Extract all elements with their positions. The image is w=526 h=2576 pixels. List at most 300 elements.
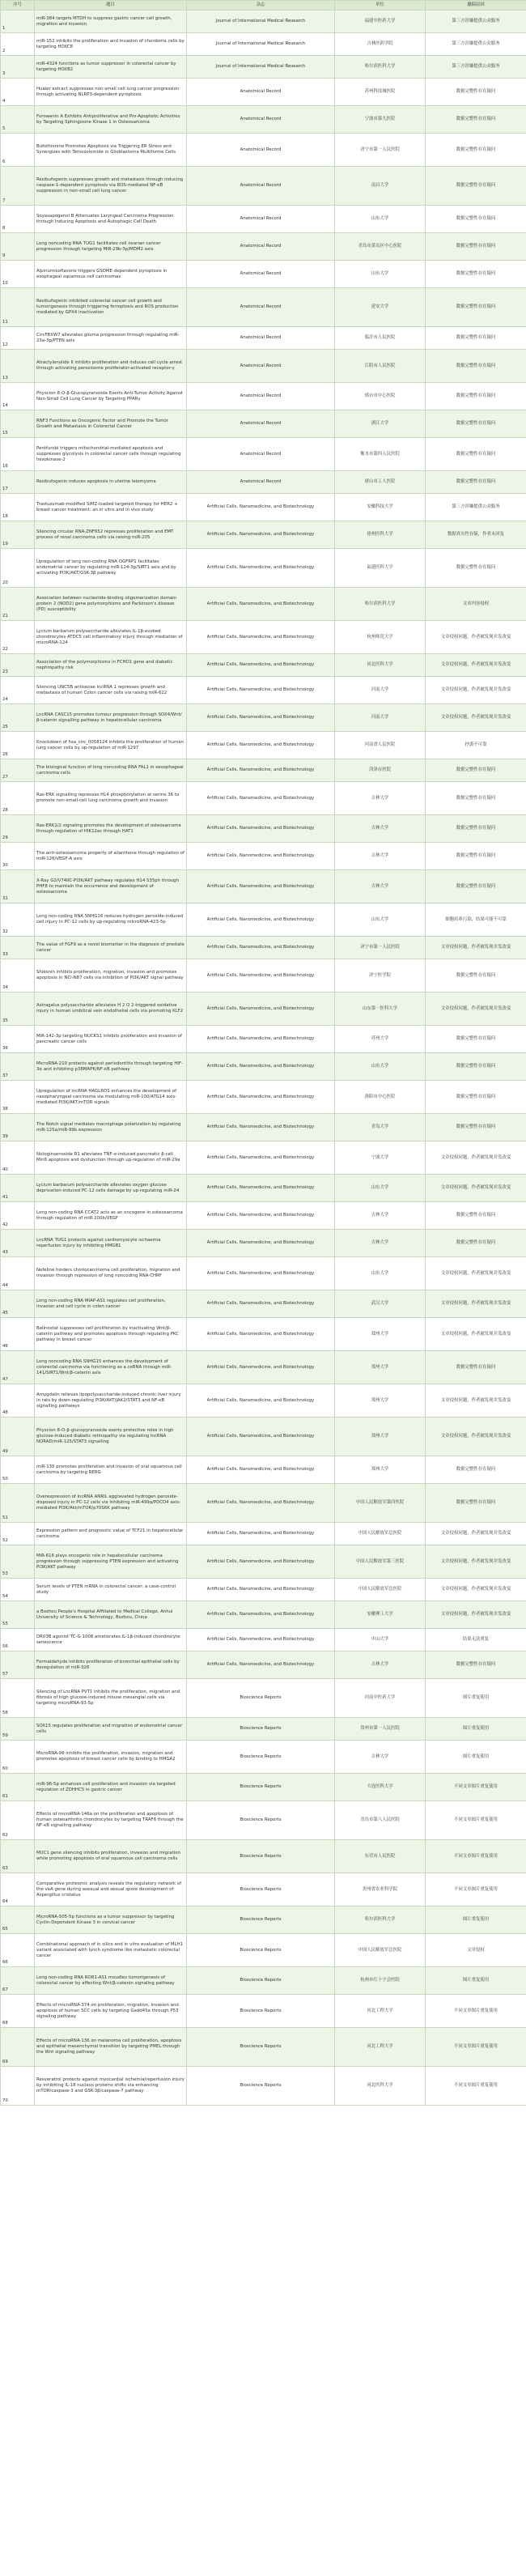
table-row: [1, 1141, 526, 1175]
row-title: MUC1 gene silencing inhibits proliferation, invasion and migration while promoting apoptosis of oral squamous cell carcinoma cells: [35, 1840, 187, 1873]
table-row: [1, 350, 526, 383]
row-title: DR03B agonist TC-G 1008 ameliorates IL-1β-induced chondrocyte senescence: [35, 1629, 187, 1651]
row-title: Effects of microRNA-146a on the proliferation and apoptosis of human osteoarthritis chondrocytes by targeting TRAF6 through the NF-κB signalling pathway: [35, 1801, 187, 1840]
row-institution: 中国人民解放军总医院: [335, 1934, 426, 1967]
row-journal: Artificial Cells, Nanomedicine, and Biotechnology: [187, 1257, 335, 1290]
row-title: Notoginsenoside R1 alleviates TNF-α-induced pancreatic β-cell Min6 apoptosis and dysfunction through up-regulation of miR-29a: [35, 1141, 187, 1175]
row-index: 36: [1, 1026, 35, 1053]
row-reason: 不同文章图片重复使用: [426, 2067, 526, 2106]
row-institution: 洛阳市中心医院: [335, 1081, 426, 1114]
table-row: [1, 1257, 526, 1290]
row-index: 32: [1, 903, 35, 937]
row-title: Soyasapogenol B Attenuates Laryngeal Carcinoma Progression through Inducing Apoptosis and Autophagic Cell Death: [35, 206, 187, 233]
row-reason: 数据完整性存在疑问: [426, 843, 526, 870]
row-title: The Notch signal mediates macrophage polarization by regulating miR-125a/miR-99b expression: [35, 1114, 187, 1141]
row-institution: 延安大学: [335, 288, 426, 327]
row-title: MiR-142-3p targeting NUCKS1 inhibits proliferation and invasion of pancreatic cancer cells: [35, 1026, 187, 1053]
row-title: miR-152 inhibits the proliferation and invasion of chordoma cells by targeting HOXC8: [35, 33, 187, 56]
row-index: 10: [1, 261, 35, 288]
row-title: Association between nucleotide-binding oligomerization domain protein 2 (NOD2) gene polymorphisms and Parkinson's disease (PD) susceptibility: [35, 588, 187, 621]
table-row: [1, 410, 526, 438]
row-title: Long noncoding RNA TUG1 facilitates cell ovarian cancer progression through targeting MiR-29b-3p/MDM2 axis: [35, 233, 187, 261]
row-index: 61: [1, 1774, 35, 1801]
row-reason: 第三方涉嫌提供公众服务: [426, 33, 526, 56]
row-journal: Artificial Cells, Nanomedicine, and Biotechnology: [187, 1290, 335, 1318]
table-row: [1, 33, 526, 56]
table-row: [1, 549, 526, 588]
row-institution: 苏州科技城医院: [335, 79, 426, 106]
row-journal: Artificial Cells, Nanomedicine, and Biotechnology: [187, 1230, 335, 1257]
row-title: Atractylenolide II inhibits proliferation and induces cell cycle arrest through activating peroxisome proliferator-activated receptor-γ: [35, 350, 187, 383]
row-title: Long non-coding RNA MIAP-AS1 regulates cell proliferation, invasion and cell cycle in colon cancer: [35, 1290, 187, 1318]
row-index: 55: [1, 1601, 35, 1629]
table-header-row: [1, 1, 526, 11]
row-title: Lycium barbarum polysaccharide alleviates oxygen glucose deprivation-induced PC-12 cells damage by up-regulating miR-24: [35, 1175, 187, 1202]
row-institution: 唐山市工人医院: [335, 471, 426, 494]
table-row: [1, 106, 526, 134]
row-reason: 文章侵权问题，作者被发现并发改变: [426, 1141, 526, 1175]
row-journal: Artificial Cells, Nanomedicine, and Biotechnology: [187, 549, 335, 588]
table-row: [1, 1484, 526, 1523]
row-reason: 数据完整性存在疑问: [426, 1202, 526, 1230]
row-reason: 文章内容侵权: [426, 588, 526, 621]
row-index: 20: [1, 549, 35, 588]
table-row: [1, 1579, 526, 1601]
row-index: 1: [1, 11, 35, 33]
row-institution: 大连医科大学: [335, 1774, 426, 1801]
row-journal: Artificial Cells, Nanomedicine, and Biotechnology: [187, 704, 335, 732]
row-journal: Bioscience Reports: [187, 1741, 335, 1774]
row-journal: Artificial Cells, Nanomedicine, and Biotechnology: [187, 1579, 335, 1601]
row-reason: 图片重复使用: [426, 1906, 526, 1934]
row-journal: Artificial Cells, Nanomedicine, and Biotechnology: [187, 937, 335, 959]
row-index: 45: [1, 1290, 35, 1318]
table-row: [1, 1202, 526, 1230]
row-title: MicroRNA-98 inhibits the proliferation, invasion, migration and promotes apoptosis of breast cancer cells by binding to HMGA2: [35, 1741, 187, 1774]
row-title: miR-96-5p enhances cell proliferation and invasion via targeted regulation of ZDHHC5 in gastric cancer: [35, 1774, 187, 1801]
row-index: 60: [1, 1741, 35, 1774]
row-reason: 第三方涉嫌提供公众服务: [426, 56, 526, 79]
row-reason: 不同文章图片重复使用: [426, 1840, 526, 1873]
row-title: Alpinumisoflavone triggers GSDME-dependent pyroptosis in esophageal squamous cell carcinomas: [35, 261, 187, 288]
row-journal: Artificial Cells, Nanomedicine, and Biotechnology: [187, 1202, 335, 1230]
row-reason: 数据完整性存在疑问: [426, 350, 526, 383]
row-index: 30: [1, 843, 35, 870]
row-reason: 数据完整性存在疑问: [426, 206, 526, 233]
row-index: 21: [1, 588, 35, 621]
row-title: Shikonin inhibits proliferation, migration, invasion and promotes apoptosis in NCI-N87 cells via inhibition of PI3K/AKT signal pathway: [35, 959, 187, 993]
row-reason: 文章侵权问题，作者被发现并发改变: [426, 654, 526, 677]
row-institution: 中国人民解放军第四医院: [335, 1484, 426, 1523]
row-index: 57: [1, 1651, 35, 1679]
row-institution: 贵州省农业科学院: [335, 1873, 426, 1906]
table-row: [1, 2028, 526, 2067]
row-reason: 数据完整性存在疑问: [426, 1230, 526, 1257]
row-institution: 吉林大学: [335, 843, 426, 870]
row-reason: 文章侵权问题，作者被发现并发改变: [426, 1290, 526, 1318]
row-reason: 文章侵权问题，作者被发现并发改变: [426, 1418, 526, 1456]
row-institution: 青岛大学: [335, 1114, 426, 1141]
row-institution: 福建医科大学: [335, 549, 426, 588]
row-index: 62: [1, 1801, 35, 1840]
table-row: [1, 167, 526, 206]
row-journal: Bioscience Reports: [187, 1679, 335, 1718]
row-institution: 临沂市人民医院: [335, 327, 426, 350]
row-title: Astragalus polysaccharide alleviates H 2 O 2-triggered oxidative injury in human umbilical vein endothelial cells via promoting KLF2: [35, 993, 187, 1026]
row-institution: 中国人民解放军第三医院: [335, 1545, 426, 1579]
row-journal: Artificial Cells, Nanomedicine, and Biotechnology: [187, 1175, 335, 1202]
row-reason: 数据完整性存在疑问: [426, 410, 526, 438]
row-institution: 邢台市中心医院: [335, 383, 426, 410]
table-row: [1, 1230, 526, 1257]
table-row: [1, 654, 526, 677]
row-index: 68: [1, 1995, 35, 2028]
row-reason: 文章侵权问题，作者被发现并发改变: [426, 993, 526, 1026]
row-index: 23: [1, 654, 35, 677]
row-title: MicroRNA-210 protects against periodontitis through targeting HIF-3α and inhibiting p38MAPK/NF-κB pathway: [35, 1053, 187, 1081]
header-journal: 杂志: [187, 1, 335, 11]
table-row: [1, 1290, 526, 1318]
row-journal: Artificial Cells, Nanomedicine, and Biotechnology: [187, 1318, 335, 1351]
row-journal: Artificial Cells, Nanomedicine, and Biotechnology: [187, 588, 335, 621]
row-index: 14: [1, 383, 35, 410]
row-journal: Artificial Cells, Nanomedicine, and Biotechnology: [187, 1026, 335, 1053]
row-title: Expression pattern and prognostic value of TCF21 in hepatocellular carcinoma: [35, 1523, 187, 1545]
row-title: Knockdown of hsa_circ_0058124 inhibits the proliferation of human lung cancer cells by up-regulation of miR-1297: [35, 732, 187, 759]
row-journal: Artificial Cells, Nanomedicine, and Biotechnology: [187, 494, 335, 521]
row-journal: Artificial Cells, Nanomedicine, and Biotechnology: [187, 1601, 335, 1629]
row-title: Long non-coding RNA ROR1-AS1 moudles tumorigenesis of colorectal cancer by affecting Wnt/β-catenin signaling pathway: [35, 1967, 187, 1995]
row-journal: Artificial Cells, Nanomedicine, and Biotechnology: [187, 1053, 335, 1081]
header-title: 题目: [35, 1, 187, 11]
row-reason: 数据完整性存在疑问: [426, 815, 526, 843]
row-reason: 数据完整性存在疑问: [426, 1026, 526, 1053]
row-institution: 郑州大学: [335, 1351, 426, 1384]
row-journal: Artificial Cells, Nanomedicine, and Biotechnology: [187, 1081, 335, 1114]
row-journal: Journal of International Medical Research: [187, 56, 335, 79]
table-row: [1, 1545, 526, 1579]
table-row: [1, 1967, 526, 1995]
row-title: Ras-ERK1/2 signaling promotes the development of osteosarcoma through regulation of HIK12ac through HAT1: [35, 815, 187, 843]
row-index: 56: [1, 1629, 35, 1651]
row-journal: Artificial Cells, Nanomedicine, and Biotechnology: [187, 654, 335, 677]
row-institution: 安徽理工大学: [335, 1601, 426, 1629]
row-index: 7: [1, 167, 35, 206]
table-row: [1, 815, 526, 843]
row-title: CircFBXW7 alleviates glioma progression through regulating miR-23a-3p/PTEN axis: [35, 327, 187, 350]
row-journal: Artificial Cells, Nanomedicine, and Biotechnology: [187, 815, 335, 843]
row-reason: 数据完整性存在疑问: [426, 471, 526, 494]
header-retraction-reason: 撤稿原因: [426, 1, 526, 11]
row-journal: Anatomical Record: [187, 261, 335, 288]
row-title: Long noncoding RNA SNHG15 enhances the development of colorectal carcinoma via functioning as a ceRNA through miR-141/SIRT1/Wnt/β-catenin axis: [35, 1351, 187, 1384]
row-institution: 南昌大学: [335, 167, 426, 206]
row-index: 22: [1, 621, 35, 654]
row-index: 19: [1, 521, 35, 549]
row-reason: 数据完整性存在疑问: [426, 549, 526, 588]
row-institution: 山东大学: [335, 261, 426, 288]
row-index: 24: [1, 677, 35, 704]
row-journal: Artificial Cells, Nanomedicine, and Biotechnology: [187, 1418, 335, 1456]
row-journal: Anatomical Record: [187, 79, 335, 106]
row-reason: 数据完整性存在疑问: [426, 1351, 526, 1384]
row-institution: 山东大学: [335, 1175, 426, 1202]
table-row: [1, 1053, 526, 1081]
row-reason: 数据完整性存在疑问: [426, 261, 526, 288]
row-title: Long non-coding RNA SNHG16 reduces hydrogen peroxide-induced cell injury in PC-12 cells by up-regulating microRNA-423-5p: [35, 903, 187, 937]
table-row: [1, 937, 526, 959]
row-index: 52: [1, 1523, 35, 1545]
row-journal: Anatomical Record: [187, 106, 335, 134]
row-journal: Artificial Cells, Nanomedicine, and Biotechnology: [187, 1114, 335, 1141]
row-index: 42: [1, 1202, 35, 1230]
row-title: The biological function of long noncoding RNA FAL1 in oesophageal carcinoma cells: [35, 759, 187, 782]
row-index: 15: [1, 410, 35, 438]
row-journal: Bioscience Reports: [187, 1906, 335, 1934]
table-row: [1, 732, 526, 759]
row-title: LncRNA CASC15 promotes tumour progression through SOX4/Wnt/β-catenin signalling pathway in hepatocellular carcinoma: [35, 704, 187, 732]
row-institution: 郑州大学: [335, 1318, 426, 1351]
row-institution: 东营市人民医院: [335, 1840, 426, 1873]
row-institution: 福建中医药大学: [335, 11, 426, 33]
row-reason: 数据完整性存在疑问: [426, 288, 526, 327]
row-reason: 不同文章图片重复使用: [426, 1774, 526, 1801]
row-journal: Bioscience Reports: [187, 1934, 335, 1967]
row-title: Silencing UNC5B antisense lncRNA 1 represses growth and metastasis of human Colon cancer cells via raising miR-622: [35, 677, 187, 704]
row-journal: Artificial Cells, Nanomedicine, and Biotechnology: [187, 843, 335, 870]
row-journal: Anatomical Record: [187, 350, 335, 383]
table-row: [1, 1718, 526, 1741]
table-row: [1, 1384, 526, 1418]
row-index: 51: [1, 1484, 35, 1523]
row-index: 39: [1, 1114, 35, 1141]
table-row: [1, 383, 526, 410]
table-row: [1, 521, 526, 549]
row-institution: 宁波大学: [335, 1141, 426, 1175]
row-institution: 吉林大学: [335, 1202, 426, 1230]
row-institution: 河北医科大学: [335, 654, 426, 677]
row-reason: 数据完整性存在疑问: [426, 134, 526, 167]
row-reason: 文章侵权问题，作者被发现并发改变: [426, 1257, 526, 1290]
row-index: 17: [1, 471, 35, 494]
table-row: [1, 1081, 526, 1114]
row-index: 5: [1, 106, 35, 134]
row-title: miR-4324 functions as tumor suppressor in colorectal cancer by targeting HOXB2: [35, 56, 187, 79]
row-title: miR-384 targets MTDH to suppress gastric cancer cell growth, migration and invasion: [35, 11, 187, 33]
row-reason: 数据完整性存在疑问: [426, 1651, 526, 1679]
row-title: Trastuzumab-modified SIMZ-loaded targeted therapy for HER2 + breast cancer treatment: an in vitro and in vivo study: [35, 494, 187, 521]
row-reason: 第三方涉嫌提供公众服务: [426, 494, 526, 521]
row-institution: 安徽科技大学: [335, 494, 426, 521]
row-title: Furowanin A Exhibits Antiproliferative and Pro-Apoptotic Activities by Targeting Sphingosine Kinase 1 in Osteosarcoma: [35, 106, 187, 134]
row-index: 13: [1, 350, 35, 383]
table-row: [1, 1418, 526, 1456]
row-institution: 河南大学: [335, 677, 426, 704]
row-title: Bufothionine Promotes Apoptosis via Triggering ER Stress and Synergizes with Temozolomide in Glioblastoma Multiforme Cells: [35, 134, 187, 167]
row-reason: 数据完整性存在疑问: [426, 438, 526, 471]
row-reason: 文章侵权问题，作者被发现并发改变: [426, 1601, 526, 1629]
row-reason: 数据完整性存在疑问: [426, 233, 526, 261]
row-reason: 文章侵权问题，作者被发现并发改变: [426, 621, 526, 654]
row-journal: Anatomical Record: [187, 206, 335, 233]
row-institution: 吉林大学: [335, 1230, 426, 1257]
row-index: 12: [1, 327, 35, 350]
row-institution: 哈尔滨医科大学: [335, 56, 426, 79]
row-journal: Bioscience Reports: [187, 1718, 335, 1741]
row-institution: 济宁市第一人民医院: [335, 937, 426, 959]
row-reason: 文章侵权问题，作者被发现并发改变: [426, 1318, 526, 1351]
table-row: [1, 233, 526, 261]
row-institution: 吉林医药学院: [335, 33, 426, 56]
row-journal: Artificial Cells, Nanomedicine, and Biotechnology: [187, 1484, 335, 1523]
row-journal: Bioscience Reports: [187, 2028, 335, 2067]
row-index: 27: [1, 759, 35, 782]
row-title: Belinostat suppresses cell proliferation by inactivating Wnt/β-catenin pathway and promotes apoptosis through regulating PKC pathway in breast cancer: [35, 1318, 187, 1351]
row-title: Upregulation of long non-coding RNA OGFRP1 facilitates endometrial cancer by regulating miR-124-3p/SIRT1 axis and by activating PI3K/AKT/GSK-3β pathway: [35, 549, 187, 588]
row-title: SOX15 regulates proliferation and migration of endometrial cancer cells: [35, 1718, 187, 1741]
row-index: 33: [1, 937, 35, 959]
row-reason: 文章侵权问题，作者被发现并发改变: [426, 677, 526, 704]
row-institution: 宁波市第九医院: [335, 106, 426, 134]
row-title: Silencing circular RNA-ZNF652 represses proliferation and EMT process of renal carcinoma cells via raising miR-205: [35, 521, 187, 549]
row-journal: Artificial Cells, Nanomedicine, and Biotechnology: [187, 1523, 335, 1545]
row-institution: 徐州医科大学: [335, 521, 426, 549]
table-row: [1, 438, 526, 471]
row-title: X-Ray G2/V74IIC-PI3K/AKT pathway regulates H14 S35ph through PHF8 to maintain the occurrence and development of osteosarcoma: [35, 870, 187, 903]
row-journal: Anatomical Record: [187, 233, 335, 261]
table-row: [1, 759, 526, 782]
row-journal: Anatomical Record: [187, 327, 335, 350]
table-row: [1, 134, 526, 167]
row-journal: Artificial Cells, Nanomedicine, and Biotechnology: [187, 1456, 335, 1484]
table-row: [1, 1741, 526, 1774]
row-institution: 青岛市第八人民医院: [335, 1801, 426, 1840]
row-title: Resibufogenin inhibited colorectal cancer cell growth and tumorigenesis through triggering ferroptosis and ROS production mediated by GPX4 inactivation: [35, 288, 187, 327]
row-journal: Journal of International Medical Research: [187, 33, 335, 56]
table-row: [1, 1995, 526, 2028]
row-index: 31: [1, 870, 35, 903]
row-reason: 不同文章图片重复使用: [426, 1873, 526, 1906]
row-reason: 文章侵权问题，作者被发现并发改变: [426, 1545, 526, 1579]
row-institution: 河北医科大学: [335, 2067, 426, 2106]
row-institution: 杭州市红十字会医院: [335, 1967, 426, 1995]
table-row: [1, 782, 526, 815]
header-institution: 单位: [335, 1, 426, 11]
row-journal: Anatomical Record: [187, 288, 335, 327]
row-reason: 结果无法重复: [426, 1629, 526, 1651]
row-index: 26: [1, 732, 35, 759]
row-institution: 青岛市黄岛区中心医院: [335, 233, 426, 261]
row-journal: Artificial Cells, Nanomedicine, and Biotechnology: [187, 1384, 335, 1418]
row-index: 47: [1, 1351, 35, 1384]
row-title: Nefeline hinders choriocarcinoma cell proliferation, migration and invasion through repression of long noncoding RNA-CHRF: [35, 1257, 187, 1290]
row-index: 65: [1, 1906, 35, 1934]
table-row: [1, 1679, 526, 1718]
row-index: 34: [1, 959, 35, 993]
row-institution: 吉林大学: [335, 1651, 426, 1679]
row-title: Physcion 8-O-β-Glucopyranoside Exerts Anti-Tumor Activity Against Non-Small Cell Lung Cancer by Targeting PPARγ: [35, 383, 187, 410]
row-institution: 郑州大学: [335, 1384, 426, 1418]
row-title: LncRNA TUG1 protects against cardiomyocyte ischaemia reperfusion injury by inhibiting HMGB1: [35, 1230, 187, 1257]
row-journal: Artificial Cells, Nanomedicine, and Biotechnology: [187, 1651, 335, 1679]
row-title: The anti-osteosarcoma property of ailanthone through regulation of miR-126/VEGF-A axis: [35, 843, 187, 870]
table-row: [1, 79, 526, 106]
table-row: [1, 1456, 526, 1484]
table-row: [1, 993, 526, 1026]
row-reason: 文章侵权问题，作者被发现并发改变: [426, 1175, 526, 1202]
table-row: [1, 870, 526, 903]
row-reason: 数据完整性存在疑问: [426, 870, 526, 903]
row-journal: Artificial Cells, Nanomedicine, and Biotechnology: [187, 759, 335, 782]
table-row: [1, 1114, 526, 1141]
row-reason: 不同文章图片重复使用: [426, 1801, 526, 1840]
row-title: Effects of microRNA-374 on proliferation, migration, invasion and apoptosis of human SCC cells by targeting Gadd45a through P53 signaling pathway: [35, 1995, 187, 2028]
table-row: [1, 1873, 526, 1906]
row-reason: 数据完整性存在疑问: [426, 79, 526, 106]
table-row: [1, 1175, 526, 1202]
row-journal: Artificial Cells, Nanomedicine, and Biotechnology: [187, 959, 335, 993]
row-journal: Artificial Cells, Nanomedicine, and Biotechnology: [187, 993, 335, 1026]
row-institution: 山东大学: [335, 903, 426, 937]
row-journal: Anatomical Record: [187, 134, 335, 167]
row-title: Silencing of LncRNA PVT1 inhibits the proliferation, migration and fibrosis of high glucose-induced mouse mesangial cells via targeting microRNA-93-5p: [35, 1679, 187, 1718]
row-title: Long non-coding RNA CCAT2 acts as an oncogene in osteosarcoma through regulation of miR-200b/VEGF: [35, 1202, 187, 1230]
row-index: 8: [1, 206, 35, 233]
table-row: [1, 959, 526, 993]
row-title: RNF3 Functions as Oncogenic Factor and Promote the Tumor Growth and Metastasis in Colorectal Cancer: [35, 410, 187, 438]
row-title: Effects of microRNA-136 on melanoma cell proliferation, apoptosis and epithelial mesenchymal transition by targeting PMEL through the Wnt signaling pathway: [35, 2028, 187, 2067]
row-title: Resibufogenin induces apoptosis in uterine leiomyoma: [35, 471, 187, 494]
table-row: [1, 1318, 526, 1351]
row-index: 40: [1, 1141, 35, 1175]
row-institution: 山东大学: [335, 1053, 426, 1081]
row-title: MicroRNA-505-5p functions as a tumor suppressor by targeting Cyclin-Dependent Kinase 3 in cervical cancer: [35, 1906, 187, 1934]
row-institution: 菏泽市医院: [335, 759, 426, 782]
row-reason: 数据完整性存在疑问: [426, 782, 526, 815]
table-row: [1, 261, 526, 288]
table-row: [1, 621, 526, 654]
row-journal: Anatomical Record: [187, 167, 335, 206]
table-row: [1, 1601, 526, 1629]
row-reason: 第三方涉嫌提供公众服务: [426, 11, 526, 33]
row-title: Physcion 8-O-β-glucopyranoside exerts protective roles in high glucose-induced diabetic retinopathy via regulating lncRNA NORAD/miR-125/STAT3 signalling: [35, 1418, 187, 1456]
row-reason: 数据完整性存在疑问: [426, 1114, 526, 1141]
row-journal: Artificial Cells, Nanomedicine, and Biotechnology: [187, 903, 335, 937]
row-institution: 吉林大学: [335, 870, 426, 903]
row-title: Huaier extract suppresses non-small cell lung cancer progression through activating NLRP3-dependent pyroptosis: [35, 79, 187, 106]
row-institution: 浙江大学: [335, 410, 426, 438]
row-institution: 河南省人民医院: [335, 732, 426, 759]
row-index: 38: [1, 1081, 35, 1114]
row-journal: Bioscience Reports: [187, 2067, 335, 2106]
row-title: Formaldehyde inhibits proliferation of bronchial epithelial cells by deregulation of miR-326: [35, 1651, 187, 1679]
row-reason: 数据完整性存在疑问: [426, 1484, 526, 1523]
row-index: 11: [1, 288, 35, 327]
row-title: MiR-616 plays oncogenic role in hepatocellular carcinoma progression through suppressing PTEN expression and activating PI3K/AKT pathway: [35, 1545, 187, 1579]
table-row: [1, 1801, 526, 1840]
row-index: 66: [1, 1934, 35, 1967]
row-journal: Artificial Cells, Nanomedicine, and Biotechnology: [187, 870, 335, 903]
table-row: [1, 588, 526, 621]
row-index: 50: [1, 1456, 35, 1484]
row-journal: Journal of International Medical Research: [187, 11, 335, 33]
row-title: Resveratrol protects against myocardial ischemia/reperfusion injury by inhibiting IL-18 nucleus proteins shifts via enhancing mTOR/caspase-3 and GSK-3β/caspase-7 pathway: [35, 2067, 187, 2106]
row-reason: 数据完整性存在疑问: [426, 106, 526, 134]
row-title: The value of FGF9 as a novel biomarker in the diagnosis of prostate cancer: [35, 937, 187, 959]
row-reason: 数据真实性存疑，作者未回复: [426, 521, 526, 549]
row-institution: 武汉大学: [335, 1290, 426, 1318]
row-journal: Artificial Cells, Nanomedicine, and Biotechnology: [187, 1545, 335, 1579]
